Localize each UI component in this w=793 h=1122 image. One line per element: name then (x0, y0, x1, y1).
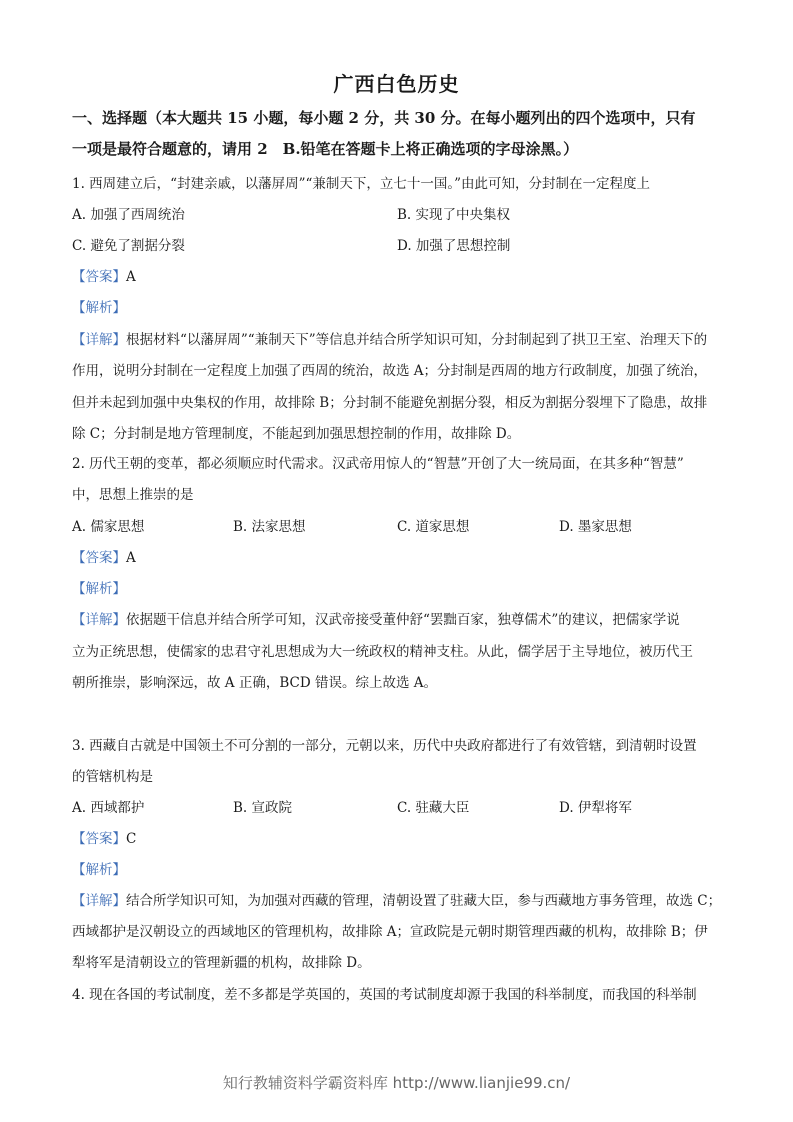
q2-detail-line-1 (72, 608, 722, 628)
section-heading-line-1: 一、选择题（本大题共 15 小题，每小题 2 分，共 30 分。在每小题列出的四个选项中，只有 (72, 109, 696, 127)
q2-option-a: A. 儒家思想 (72, 519, 145, 535)
analysis-tag: 【解析】 (72, 862, 126, 878)
q2-option-d: D. 墨家思想 (559, 519, 632, 535)
q3-option-c: C. 驻藏大臣 (397, 800, 470, 816)
q3-analysis-tag (72, 858, 722, 878)
q3-stem-line-2: 的管辖机构是 (72, 769, 153, 785)
q1-detail-line-3: 但并未起到加强中央集权的作用，故排除 B；分封制不能避免割据分裂，相反为割据分裂埋下了隐患，故排 (72, 395, 708, 411)
q3-option-b: B. 宣政院 (233, 800, 293, 816)
q2-stem-line-1: 2. 历代王朝的变革，都必须顺应时代需求。汉武帝用惊人的“智慧”开创了大一统局面，在其多种“智慧” (72, 456, 684, 472)
section-heading (72, 103, 722, 165)
q1-detail-line-2: 作用，说明分封制在一定程度上加强了西周的统治，故选 A；分封制是西周的地方行政制度，加强了统治， (72, 363, 708, 379)
q3-answer (72, 827, 722, 847)
section-heading-line-2: 一项是最符合题意的，请用 2 B.铅笔在答题卡上将正确选项的字母涂黑。） (72, 140, 579, 158)
q1-option-a: A. 加强了西周统治 (72, 207, 185, 223)
q1-option-b: B. 实现了中央集权 (397, 207, 511, 223)
answer-tag: 【答案】 (72, 550, 126, 566)
q1-answer-value: A (126, 269, 136, 285)
analysis-tag: 【解析】 (72, 581, 126, 597)
q2-analysis-tag (72, 577, 722, 597)
q3-stem-line-1: 3. 西藏自古就是中国领土不可分割的一部分，元朝以来，历代中央政府都进行了有效管辖，到清朝时设置 (72, 738, 697, 754)
q1-analysis-tag (72, 296, 722, 316)
q3-option-a: A. 西域都护 (72, 800, 145, 816)
q3-detail-line-3: 犁将军是清朝设立的管理新疆的机构，故排除 D。 (72, 955, 371, 971)
q3-detail-text-1: 结合所学知识可知，为加强对西藏的管理，清朝设置了驻藏大臣，参与西藏地方事务管理，故选 C； (126, 893, 722, 909)
q2-detail-line-2: 立为正统思想，使儒家的忠君守礼思想成为大一统政权的精神支柱。从此，儒学居于主导地位，被历代王 (72, 644, 693, 660)
detail-tag: 【详解】 (72, 332, 126, 348)
q1-detail-line-1 (72, 328, 722, 348)
answer-tag: 【答案】 (72, 831, 126, 847)
q1-answer (72, 265, 722, 285)
footer-watermark: 知行教辅资料学霸资料库 http://www.lianjie99.cn/ (222, 1074, 571, 1092)
q2-stem-line-2: 中，思想上推崇的是 (72, 487, 194, 503)
q2-option-c: C. 道家思想 (397, 519, 470, 535)
q2-answer-value: A (126, 550, 136, 566)
page-title: 广西白色历史 (333, 72, 460, 96)
q4-stem-line-1: 4. 现在各国的考试制度，差不多都是学英国的，英国的考试制度却源于我国的科举制度，而我国的科举制 (72, 987, 697, 1003)
q2-detail-text-1: 依据题干信息并结合所学可知，汉武帝接受董仲舒“罢黜百家，独尊儒术”的建议，把儒家学说 (126, 612, 680, 628)
q1-option-c: C. 避免了割据分裂 (72, 238, 185, 254)
q3-option-d: D. 伊犁将军 (559, 800, 632, 816)
detail-tag: 【详解】 (72, 893, 126, 909)
answer-tag: 【答案】 (72, 269, 126, 285)
q1-detail-text-1: 根据材料“以藩屏周”“兼制天下”等信息并结合所学知识可知，分封制起到了拱卫王室、治理天下的 (126, 332, 708, 348)
q2-detail-line-3: 朝所推崇，影响深远，故 A 正确，BCD 错误。综上故选 A。 (72, 675, 437, 691)
q1-option-d: D. 加强了思想控制 (397, 238, 511, 254)
q1-stem: 1. 西周建立后，“封建亲戚，以藩屏周”“兼制天下，立七十一国。”由此可知，分封制在一定程度上 (72, 176, 651, 192)
q2-option-b: B. 法家思想 (233, 519, 306, 535)
q3-detail-line-2: 西域都护是汉朝设立的西域地区的管理机构，故排除 A；宣政院是元朝时期管理西藏的机构，故排除 B；伊 (72, 924, 708, 940)
q1-detail-line-4: 除 C；分封制是地方管理制度，不能起到加强思想控制的作用，故排除 D。 (72, 426, 521, 442)
detail-tag: 【详解】 (72, 612, 126, 628)
q3-detail-line-1 (72, 889, 722, 909)
analysis-tag: 【解析】 (72, 300, 126, 316)
q3-answer-value: C (126, 831, 137, 847)
q2-answer (72, 546, 722, 566)
